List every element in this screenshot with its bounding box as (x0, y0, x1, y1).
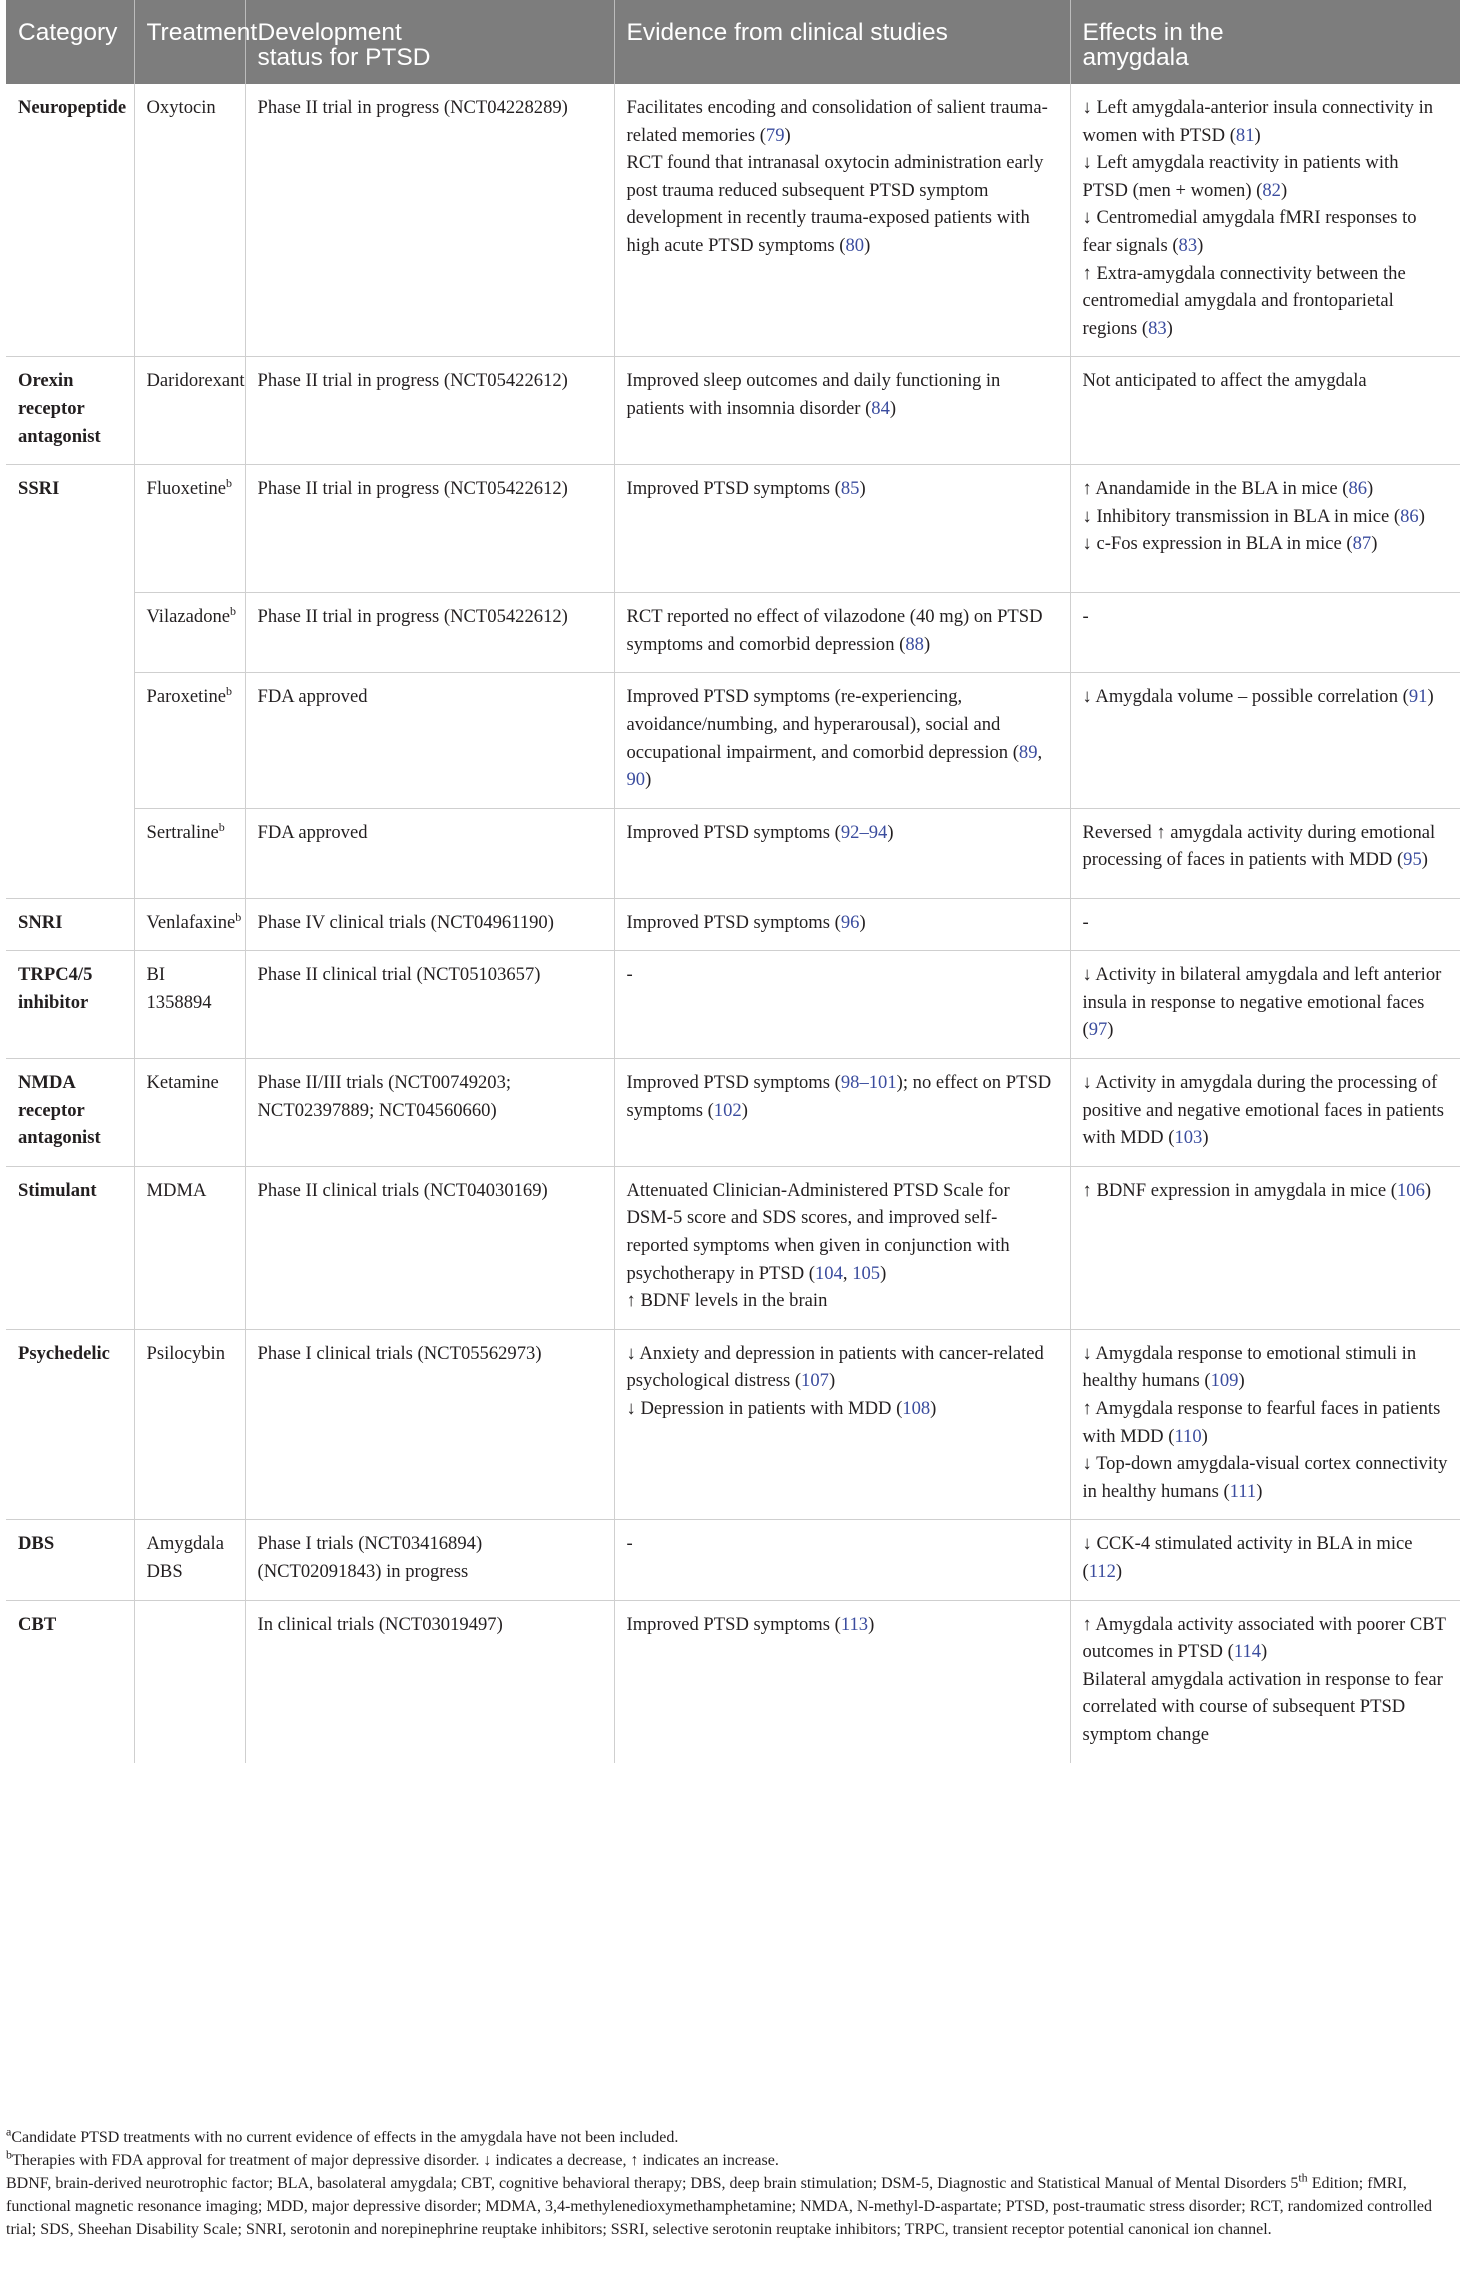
treatment-cell (134, 593, 245, 673)
evidence-text: ) (887, 821, 894, 843)
effects-text: ↓ Left amygdala-anterior insula connectivity in women with PTSD ( (1082, 97, 1434, 146)
effects-text: ) (1202, 1127, 1209, 1149)
effects-line (1083, 819, 1449, 874)
treatment-name: Daridorexant (146, 370, 245, 392)
reference-link[interactable]: 95 (1403, 849, 1422, 871)
table-row (6, 898, 1460, 951)
header-amygdala-effects: Effects in the amygdala (1070, 0, 1460, 84)
amygdala-effects-cell (1070, 1329, 1460, 1520)
reference-link[interactable]: 97 (1088, 1019, 1108, 1041)
effects-text: ↓ Left amygdala reactivity in patients with PTSD (men + women) ( (1082, 152, 1399, 201)
treatment-cell (134, 1166, 245, 1329)
amygdala-effects-cell (1070, 1059, 1460, 1167)
evidence-text: RCT reported no effect of vilazodone (40 mg) on PTSD symptoms and comorbid depression ( (626, 606, 1043, 655)
table-row (6, 951, 1460, 1059)
evidence-line (627, 1611, 1058, 1639)
effects-text: ↓ Activity in bilateral amygdala and left anterior insula in response to negative emotional faces ( (1082, 964, 1442, 1041)
evidence-cell (614, 1059, 1070, 1167)
effects-text: ↑ Amygdala response to fearful faces in patients with MDD ( (1082, 1398, 1441, 1447)
evidence-text: Improved PTSD symptoms ( (626, 821, 841, 843)
evidence-line (627, 1069, 1058, 1124)
development-status-cell: FDA approved (245, 673, 614, 808)
table-row (6, 84, 1460, 357)
category-cell: Stimulant (6, 1166, 134, 1329)
effects-line (1083, 204, 1449, 259)
development-status-cell: Phase II trial in progress (NCT05422612) (245, 465, 614, 593)
evidence-cell (614, 357, 1070, 465)
evidence-text: Improved PTSD symptoms (re-experiencing, avoidance/numbing, and hyperarousal), social and occupational impairment, and comorbid depression ( (626, 686, 1019, 763)
footnote-marker: b (226, 684, 233, 699)
treatment-cell (134, 465, 245, 593)
effects-text: Reversed ↑ amygdala activity during emotional processing of faces in patients with MDD ( (1082, 821, 1436, 871)
effects-text: ) (1166, 317, 1173, 339)
treatments-table (6, 0, 1460, 1763)
treatment-cell (134, 808, 245, 898)
table-row (6, 465, 1460, 593)
evidence-line (627, 475, 1058, 503)
category-cell: Psychedelic (6, 1329, 134, 1520)
effects-line (1083, 603, 1449, 631)
amygdala-effects-cell (1070, 84, 1460, 357)
evidence-text: Attenuated Clinician-Administered PTSD Scale for DSM-5 score and SDS scores, and improved self-reported symptoms when given in conjunction with psychotherapy in PTSD ( (626, 1179, 1010, 1284)
category-cell: CBT (6, 1600, 134, 1762)
evidence-line (627, 367, 1058, 422)
evidence-text: Improved PTSD symptoms ( (626, 1613, 841, 1635)
reference-link[interactable]: 105 (852, 1262, 881, 1284)
evidence-line (627, 1287, 1058, 1315)
reference-link[interactable]: 108 (902, 1398, 931, 1419)
evidence-cell (614, 1520, 1070, 1600)
evidence-text: ) (868, 1613, 875, 1635)
evidence-text: ) (930, 1398, 937, 1419)
effects-line (1083, 1340, 1449, 1395)
table-row (6, 1600, 1460, 1762)
evidence-cell (614, 808, 1070, 898)
table-row (6, 673, 1460, 808)
effects-line (1083, 475, 1449, 503)
footnote-marker: b (230, 603, 237, 618)
effects-line (1083, 1177, 1449, 1205)
effects-line (1083, 683, 1449, 711)
table-header-row (6, 0, 1460, 84)
footnote-marker: b (226, 475, 233, 490)
reference-link[interactable]: 89 (1018, 741, 1038, 763)
amygdala-effects-cell (1070, 898, 1460, 951)
category-cell (6, 808, 134, 898)
evidence-text: ) (741, 1099, 748, 1121)
evidence-line (627, 683, 1058, 793)
effects-text: ) (1256, 1480, 1263, 1502)
treatment-cell (134, 1059, 245, 1167)
effects-text: ) (1197, 234, 1204, 256)
effects-line (1083, 260, 1449, 343)
evidence-text: RCT found that intranasal oxytocin administration early post trauma reduced subsequent PTSD symptom development in recently trauma-exposed patients with high acute PTSD symptoms ( (626, 152, 1044, 256)
development-status-cell: Phase II trial in progress (NCT05422612) (245, 593, 614, 673)
evidence-line (627, 1530, 1058, 1558)
category-cell: SNRI (6, 898, 134, 951)
effects-line (1083, 1069, 1449, 1152)
amygdala-effects-cell (1070, 593, 1460, 673)
effects-text: ) (1371, 533, 1378, 555)
effects-line (1083, 1395, 1449, 1450)
evidence-text: , (842, 1262, 853, 1284)
evidence-text: Improved PTSD symptoms ( (626, 911, 841, 933)
treatment-cell (134, 1329, 245, 1520)
treatment-name: Sertraline (146, 821, 219, 843)
development-status-cell: Phase II clinical trial (NCT05103657) (245, 951, 614, 1059)
effects-line (1083, 94, 1449, 149)
evidence-text: ) (923, 633, 931, 655)
amygdala-effects-cell (1070, 1166, 1460, 1329)
table-row (6, 1059, 1460, 1167)
reference-link[interactable]: 113 (840, 1613, 869, 1635)
effects-text: ) (1427, 686, 1434, 708)
treatment-cell (134, 898, 245, 951)
evidence-text: ↓ Anxiety and depression in patients with cancer-related psychological distress ( (626, 1342, 1044, 1392)
effects-text: ↓ Activity in amygdala during the processing of positive and negative emotional faces in patients with MDD ( (1082, 1072, 1444, 1149)
effects-text: ↑ BDNF expression in amygdala in mice ( (1082, 1179, 1397, 1201)
effects-text: ) (1367, 478, 1374, 500)
effects-text: ) (1261, 1641, 1268, 1663)
reference-link[interactable]: 83 (1178, 234, 1198, 256)
evidence-line (627, 1177, 1058, 1287)
effects-text: ↓ Top-down amygdala-visual cortex connectivity in healthy humans ( (1082, 1453, 1448, 1502)
reference-link[interactable]: 109 (1210, 1370, 1239, 1392)
effects-line (1083, 149, 1449, 204)
category-cell (6, 673, 134, 808)
reference-link[interactable]: 86 (1400, 505, 1419, 527)
reference-link[interactable]: 83 (1148, 317, 1167, 339)
reference-link[interactable]: 111 (1229, 1480, 1257, 1502)
effects-text: ) (1280, 179, 1288, 201)
evidence-text: ↓ Depression in patients with MDD ( (626, 1398, 903, 1419)
development-status-cell: FDA approved (245, 808, 614, 898)
effects-text: ) (1238, 1370, 1245, 1392)
development-status-cell: In clinical trials (NCT03019497) (245, 1600, 614, 1762)
reference-link[interactable]: 110 (1174, 1425, 1202, 1447)
evidence-cell (614, 673, 1070, 808)
evidence-line (627, 149, 1058, 259)
reference-link[interactable]: 80 (845, 234, 865, 256)
evidence-text: ) (645, 769, 652, 791)
effects-text: - (1082, 911, 1089, 933)
development-status-cell: Phase II trial in progress (NCT04228289) (245, 84, 614, 357)
evidence-line (627, 909, 1058, 937)
treatment-cell (134, 357, 245, 465)
reference-link[interactable]: 102 (713, 1099, 742, 1121)
evidence-text: , (1037, 741, 1043, 763)
reference-link[interactable]: 90 (626, 769, 646, 791)
reference-link[interactable]: 103 (1174, 1127, 1203, 1149)
evidence-cell (614, 1329, 1070, 1520)
reference-link[interactable]: 114 (1233, 1641, 1262, 1663)
amygdala-effects-cell (1070, 951, 1460, 1059)
category-cell: SSRI (6, 465, 134, 593)
effects-text: ) (1115, 1560, 1123, 1582)
evidence-text: Improved sleep outcomes and daily functioning in patients with insomnia disorder ( (626, 370, 1001, 419)
evidence-text: ↑ BDNF levels in the brain (626, 1290, 828, 1312)
table-row (6, 1166, 1460, 1329)
evidence-cell (614, 465, 1070, 593)
treatment-name: MDMA (146, 1179, 207, 1201)
evidence-line (627, 1395, 1058, 1423)
reference-link[interactable]: 107 (801, 1370, 829, 1392)
amygdala-effects-cell (1070, 1520, 1460, 1600)
treatment-cell (134, 84, 245, 357)
evidence-cell (614, 951, 1070, 1059)
evidence-cell (614, 898, 1070, 951)
effects-line (1083, 909, 1449, 937)
evidence-cell (614, 1600, 1070, 1762)
table-row (6, 1329, 1460, 1520)
footnote-b: $^b$Therapies with FDA approval for treatment of major depressive disorder. ↓ indicates a decrease, ↑ indicates an increase. (6, 2147, 779, 2169)
effects-text: ) (1421, 849, 1428, 871)
evidence-text: - (626, 1533, 633, 1555)
abbreviations-note: BDNF, brain-derived neurotrophic factor; BLA, basolateral amygdala; CBT, cognitive behavioral therapy; DBS, deep brain stimulation; DSM-5, Diagnostic and Statistical Manual of Mental Disorders 5th Edition; fMRI, functional magnetic resonance imaging; MDD, major depressive disorder; MDMA, 3,4-methylenedioxymethamphetamine; NMDA, N-methyl-D-aspartate; PTSD, post-traumatic stress disorder; RCT, randomized controlled trial; SDS, Sheehan Disability Scale; SNRI, serotonin and norepinephrine reuptake inhibitors; SSRI, selective serotonin reuptake inhibitors; TRPC, transient receptor potential canonical ion channel. (6, 2170, 1433, 2238)
effects-text: ↓ c-Fos expression in BLA in mice ( (1082, 533, 1353, 555)
development-status-cell: Phase I clinical trials (NCT05562973) (245, 1329, 614, 1520)
table-row (6, 357, 1460, 465)
effects-text: ) (1107, 1019, 1114, 1041)
amygdala-effects-cell (1070, 1600, 1460, 1762)
evidence-text: ) (828, 1370, 836, 1392)
category-cell: NMDA receptor antagonist (6, 1059, 134, 1167)
table-footnotes (6, 2126, 1454, 2241)
evidence-text: ) (859, 478, 866, 500)
evidence-line (627, 94, 1058, 149)
evidence-text: Facilitates encoding and consolidation of salient trauma-related memories ( (626, 97, 1048, 146)
amygdala-effects-cell (1070, 357, 1460, 465)
evidence-text: ) (859, 911, 866, 933)
development-status-cell: Phase II trial in progress (NCT05422612) (245, 357, 614, 465)
evidence-cell (614, 593, 1070, 673)
effects-line (1083, 1450, 1449, 1505)
evidence-line (627, 1340, 1058, 1395)
evidence-cell (614, 84, 1070, 357)
evidence-text: ) (864, 234, 871, 256)
effects-text: ↓ Amygdala response to emotional stimuli in healthy humans ( (1082, 1342, 1417, 1392)
effects-text: Bilateral amygdala activation in response to fear correlated with course of subsequent PTSD symptom change (1082, 1668, 1443, 1745)
treatment-name: BI 1358894 (146, 964, 212, 1013)
treatment-name: Oxytocin (146, 97, 216, 118)
evidence-text: ) (880, 1262, 887, 1284)
treatment-name: Fluoxetine (146, 478, 227, 500)
development-status-cell: Phase I trials (NCT03416894) (NCT02091843) in progress (245, 1520, 614, 1600)
reference-link[interactable]: 98–101 (840, 1072, 897, 1094)
header-category: Category (6, 0, 134, 84)
category-cell: TRPC4/5 inhibitor (6, 951, 134, 1059)
reference-link[interactable]: 112 (1088, 1560, 1116, 1582)
amygdala-effects-cell (1070, 673, 1460, 808)
reference-link[interactable]: 96 (840, 911, 860, 933)
effects-text: ↓ Centromedial amygdala fMRI responses to fear signals ( (1082, 207, 1417, 256)
evidence-line (627, 603, 1058, 658)
reference-link[interactable]: 106 (1397, 1179, 1425, 1201)
reference-link[interactable]: 79 (765, 124, 785, 146)
development-status-cell: Phase IV clinical trials (NCT04961190) (245, 898, 614, 951)
treatment-name: Ketamine (146, 1072, 219, 1094)
header-development-status: Development status for PTSD (245, 0, 614, 84)
table-row (6, 593, 1460, 673)
evidence-text: ); no effect on PTSD symptoms ( (626, 1072, 1052, 1121)
treatment-cell (134, 1520, 245, 1600)
treatment-cell (134, 673, 245, 808)
reference-link[interactable]: 87 (1352, 533, 1372, 555)
effects-text: - (1082, 606, 1089, 628)
effects-line (1083, 530, 1449, 558)
treatment-cell (134, 1600, 245, 1762)
effects-line (1083, 1666, 1449, 1749)
category-cell (6, 593, 134, 673)
reference-link[interactable]: 82 (1262, 179, 1281, 201)
evidence-line (627, 819, 1058, 847)
treatment-name: Paroxetine (146, 686, 227, 708)
table-row (6, 1520, 1460, 1600)
header-evidence: Evidence from clinical studies (614, 0, 1070, 84)
effects-text: ) (1424, 1179, 1432, 1201)
effects-text: ) (1254, 124, 1261, 146)
footnote-a: $^a$Candidate PTSD treatments with no current evidence of effects in the amygdala have not been included. (6, 2124, 679, 2146)
category-cell: DBS (6, 1520, 134, 1600)
evidence-text: Improved PTSD symptoms ( (626, 1072, 841, 1094)
category-cell: Neuropeptide (6, 84, 134, 357)
footnote-marker: b (235, 909, 242, 924)
evidence-cell (614, 1166, 1070, 1329)
effects-text: ↑ Anandamide in the BLA in mice ( (1082, 478, 1349, 500)
footnote-marker: b (218, 819, 225, 834)
treatment-name: Psilocybin (146, 1342, 226, 1364)
reference-link[interactable]: 81 (1235, 124, 1255, 146)
amygdala-effects-cell (1070, 808, 1460, 898)
reference-link[interactable]: 84 (871, 397, 890, 419)
effects-text: Not anticipated to affect the amygdala (1082, 370, 1367, 392)
header-treatment: Treatment (134, 0, 245, 84)
evidence-text: ) (889, 397, 897, 419)
effects-text: ) (1201, 1425, 1208, 1447)
effects-text: ) (1418, 505, 1425, 527)
evidence-line (627, 961, 1058, 989)
development-status-cell: Phase II/III trials (NCT00749203; NCT02397889; NCT04560660) (245, 1059, 614, 1167)
reference-link[interactable]: 104 (815, 1262, 843, 1284)
evidence-text: Improved PTSD symptoms ( (626, 478, 841, 500)
effects-text: ↓ Inhibitory transmission in BLA in mice ( (1082, 505, 1401, 527)
effects-text: ↓ Amygdala volume – possible correlation ( (1082, 686, 1409, 708)
reference-link[interactable]: 85 (840, 478, 860, 500)
table-row (6, 808, 1460, 898)
effects-text: ↓ CCK-4 stimulated activity in BLA in mice ( (1082, 1533, 1413, 1582)
reference-link[interactable]: 88 (905, 633, 924, 655)
effects-line (1083, 367, 1449, 395)
treatment-name: Venlafaxine (146, 911, 236, 933)
effects-line (1083, 1530, 1449, 1585)
reference-link[interactable]: 86 (1348, 478, 1368, 500)
evidence-text: ) (784, 124, 791, 146)
treatment-cell (134, 951, 245, 1059)
development-status-cell: Phase II clinical trials (NCT04030169) (245, 1166, 614, 1329)
amygdala-effects-cell (1070, 465, 1460, 593)
effects-text: ↑ Extra-amygdala connectivity between the centromedial amygdala and frontoparietal regions ( (1082, 262, 1406, 339)
category-cell: Orexin receptor antagonist (6, 357, 134, 465)
treatment-name: Amygdala DBS (146, 1533, 224, 1582)
reference-link[interactable]: 91 (1408, 686, 1428, 708)
reference-link[interactable]: 92–94 (840, 821, 888, 843)
effects-line (1083, 1611, 1449, 1666)
effects-line (1083, 961, 1449, 1044)
treatment-name: Vilazadone (146, 606, 231, 628)
effects-line (1083, 503, 1449, 531)
effects-text: ↑ Amygdala activity associated with poorer CBT outcomes in PTSD ( (1082, 1613, 1446, 1663)
evidence-text: - (626, 964, 633, 986)
